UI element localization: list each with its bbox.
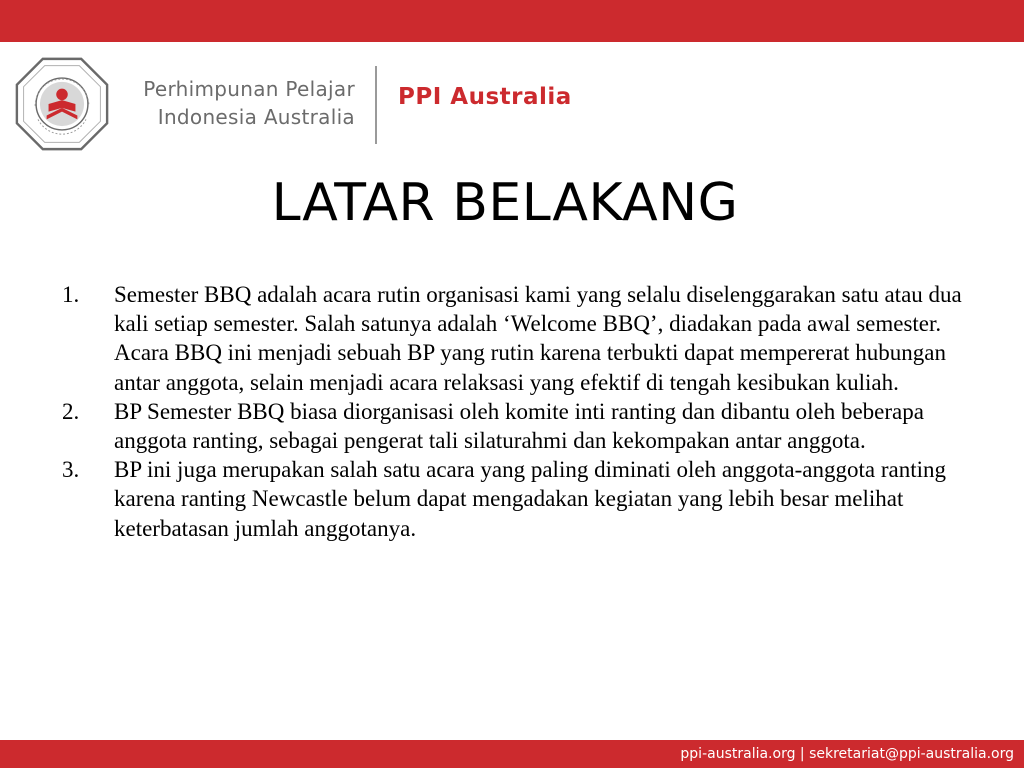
list-item-text: BP Semester BBQ biasa diorganisasi oleh komite inti ranting dan dibantu oleh beberapa anggota ranting, sebagai pengerat tali silaturahmi dan kekompakan antar anggota.	[114, 398, 924, 454]
list-item-number: 2.	[62, 398, 80, 424]
list-item-text: BP ini juga merupakan salah satu acara yang paling diminati oleh anggota-anggota ranting karena ranting Newcastle belum dapat mengadakan kegiatan yang lebih besar melihat keterbatasan jumlah anggotanya.	[114, 457, 947, 541]
slide-header	[0, 42, 1024, 152]
organization-name	[130, 75, 355, 131]
top-banner	[0, 0, 1024, 42]
organization-name-line-1: Perhimpunan Pelajar	[143, 77, 355, 101]
list-item	[58, 280, 963, 397]
numbered-list	[58, 280, 963, 543]
list-item-text: Semester BBQ adalah acara rutin organisasi kami yang selalu diselenggarakan satu atau dua kali setiap semester. Salah satunya adalah ‘Welcome BBQ’, diadakan pada awal semester. Acara BBQ ini menjadi sebuah BP yang rutin karena terbukti dapat mempererat hubungan antar anggota, selain menjadi acara relaksasi yang efektif di tengah kesibukan kuliah.	[114, 282, 962, 395]
list-item-number: 3.	[62, 457, 80, 483]
list-item	[58, 455, 963, 543]
footer-banner	[0, 740, 1024, 768]
ppi-seal-logo	[14, 56, 110, 152]
slide-title: LATAR BELAKANG	[271, 173, 739, 233]
footer-contact: ppi-australia.org | sekretariat@ppi-australia.org	[680, 746, 1014, 762]
brand-name: PPI Australia	[398, 84, 572, 110]
list-item	[58, 397, 963, 455]
organization-name-line-2: Indonesia Australia	[157, 105, 355, 129]
header-divider	[375, 66, 377, 144]
list-item-number: 1.	[62, 282, 80, 307]
